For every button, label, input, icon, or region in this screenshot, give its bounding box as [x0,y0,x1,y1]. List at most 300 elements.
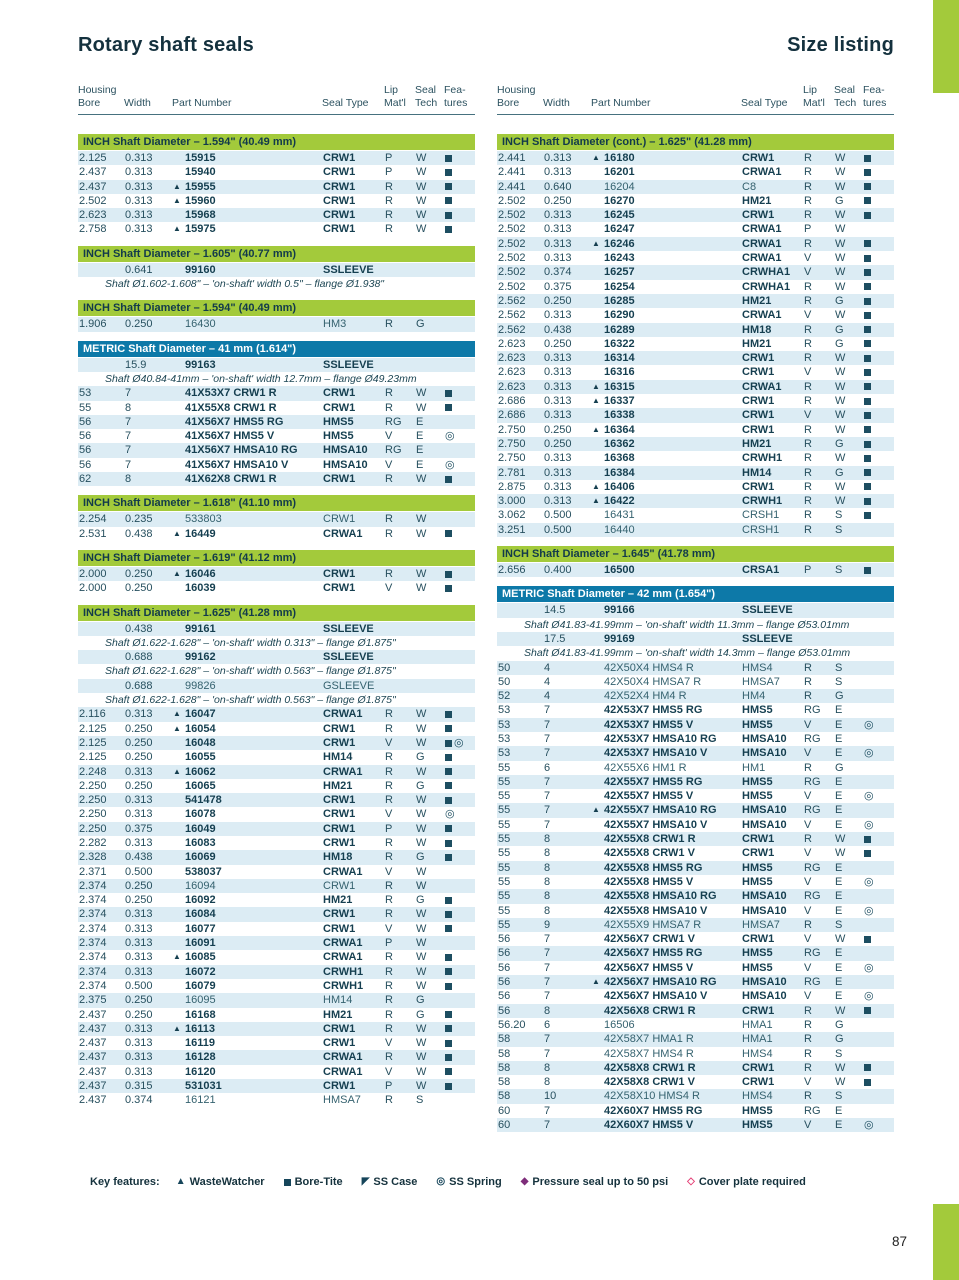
lip-cell: V [804,747,812,760]
bore-cell: 56 [498,961,511,974]
tech-cell: G [835,194,844,207]
lip-cell: P [385,166,393,179]
ss-spring-icon: ◎ [864,818,874,831]
bore-cell: 2.250 [79,808,107,821]
tech-cell: W [835,395,846,408]
features-cell [863,337,894,351]
bore-cell: 2.750 [498,423,526,436]
width-cell: 0.250 [544,437,572,450]
width-cell: 0.313 [544,209,572,222]
lip-cell: R [385,387,393,400]
bore-tite-icon [445,183,452,190]
width-cell: 0.250 [544,423,572,436]
lip-cell: R [385,836,393,849]
header-matl: Mat'l [803,97,825,109]
width-cell: 0.313 [125,1051,153,1064]
lip-cell: R [385,722,393,735]
bore-cell: 62 [79,473,92,486]
width-cell: 0.313 [544,409,572,422]
part-cell: ▲ 16337 [592,395,635,408]
width-cell: 0.313 [544,309,572,322]
lip-cell: RG [804,890,821,903]
tech-cell: W [835,1076,846,1089]
lip-cell: R [385,401,393,414]
part-cell: ▲ 16246 [592,237,635,250]
tech-cell: W [416,166,427,179]
width-cell: 4 [544,675,551,688]
width-cell: 10 [544,1090,557,1103]
tech-cell: W [835,166,846,179]
tech-cell [834,603,863,617]
bore-cell: 55 [498,761,511,774]
table-row [78,893,475,907]
lip-cell: R [385,194,393,207]
width-cell: 0.313 [125,209,153,222]
part-cell: 16290 [604,309,635,322]
tech-cell [415,358,444,372]
header-fea: Fea- [444,84,466,96]
seal-type-cell: CRW1 [323,1080,356,1093]
table-row [497,294,894,308]
width-cell: 15.9 [125,358,147,371]
seal-type-cell: CRW1 [323,387,356,400]
tech-cell: W [416,822,427,835]
seal-type-cell: HM21 [323,1008,353,1021]
catalog-page [78,34,894,1132]
bore-cell: 55 [79,401,92,414]
seal-type-cell: HM21 [742,194,772,207]
lip-cell: P [385,1080,393,1093]
table-row [78,222,475,236]
width-cell: 9 [544,918,551,931]
seal-type-cell: HM3 [323,318,347,331]
wastewatcher-icon: ▲ [592,481,600,491]
lip-cell: R [385,965,393,978]
bore-cell: 2.374 [79,894,107,907]
part-cell: 42X55X8 HMSA10 V [604,904,708,917]
features-cell [444,765,475,779]
part-cell: 16322 [604,337,635,350]
header-seal-type: Seal Type [322,97,369,109]
part-cell: 42X58X7 HMS4 R [604,1047,694,1060]
features-cell [863,563,894,577]
width-cell: 0.250 [125,567,153,580]
header-seal-type: Seal Type [741,97,788,109]
tech-cell: S [835,523,843,536]
bore-cell: 56 [79,444,92,457]
lip-cell: R [385,708,393,721]
tech-cell: E [835,947,843,960]
lip-cell: V [385,808,393,821]
features-cell [863,523,894,537]
table-row [497,437,894,451]
part-cell: ▲ 16054 [173,722,216,735]
seal-type-cell: CRWH1 [323,979,364,992]
width-cell: 7 [544,1104,551,1117]
table-row [497,832,894,846]
bore-cell: 53 [79,387,92,400]
features-cell [444,194,475,208]
bore-cell: 2.125 [79,736,107,749]
features-cell [444,807,475,821]
seal-type-cell: HMSA10 [742,747,787,760]
lip-cell: RG [385,415,402,428]
wastewatcher-icon: ▲ [592,153,600,162]
tech-cell: W [416,1022,427,1035]
features-cell [863,732,894,746]
tech-cell: E [416,444,424,457]
table-row [78,208,475,222]
bore-tite-icon [864,355,871,362]
part-cell: 42X55X7 HMS5 V [604,790,694,803]
tech-cell: E [835,718,843,731]
lip-cell: R [385,527,393,540]
bore-tite-icon [445,1040,452,1047]
features-cell [444,1065,475,1079]
seal-type-cell: HM21 [742,337,772,350]
lip-cell: V [804,790,812,803]
lip-cell: R [804,395,812,408]
width-cell: 0.500 [125,865,153,878]
bore-tite-icon [864,836,871,843]
lip-cell: R [804,690,812,703]
features-cell [444,879,475,893]
lip-cell: RG [804,861,821,874]
page-edge-accent-bottom [933,1204,959,1280]
part-cell: 42X56X8 CRW1 R [604,1004,696,1017]
tech-cell: W [416,836,427,849]
shaft-note: Shaft Ø41.83-41.99mm – 'on-shaft' width 14.3mm – flange Ø53.01mm [524,647,851,660]
table-row [78,415,475,429]
seal-type-cell: HMS5 [323,415,354,428]
seal-type-cell: HMS5 [742,861,773,874]
features-cell [863,323,894,337]
lip-cell: R [804,1090,812,1103]
features-cell [444,581,475,595]
width-cell: 7 [544,961,551,974]
features-cell [863,180,894,194]
tech-cell: W [416,708,427,721]
header-width: Width [543,97,570,109]
bore-tite-icon [864,269,871,276]
part-cell: ▲ 16406 [592,480,635,493]
bore-cell: 2.531 [79,527,107,540]
features-cell [863,1118,894,1132]
lip-cell: P [385,822,393,835]
width-cell: 0.640 [544,180,572,193]
features-cell [444,950,475,964]
shaft-note: Shaft Ø1.622-1.628" – 'on-shaft' width 0.563" – flange Ø1.875" [105,694,396,707]
part-cell: ▲ 42X56X7 HMSA10 RG [592,976,717,989]
table-row [78,850,475,864]
table-row [497,308,894,322]
lip-cell: R [804,423,812,436]
bore-cell: 2.441 [498,152,526,164]
features-cell [444,650,475,664]
bore-cell: 55 [498,904,511,917]
table-row [497,237,894,251]
wastewatcher-icon: ▲ [592,977,600,987]
table-row [78,707,475,721]
bore-cell: 2.248 [79,765,107,778]
bore-cell: 55 [498,818,511,831]
bore-tite-icon [864,383,871,390]
header-tech: Tech [834,97,857,109]
seal-type-cell: CRW1 [323,879,356,892]
part-cell: 99162 [185,651,216,664]
bore-cell: 2.750 [498,437,526,450]
tech-cell [415,622,444,636]
tech-cell: W [416,1080,427,1093]
part-cell: 42X55X9 HMSA7 R [604,918,702,931]
width-cell: 0.313 [544,366,572,379]
bore-cell: 55 [498,804,511,817]
table-row [497,351,894,365]
ss-spring-icon: ◎ [864,904,874,917]
width-cell: 7 [544,1033,551,1046]
ss-spring-icon: ◎ [864,1119,874,1131]
table-row [497,1061,894,1075]
lip-cell: V [804,409,812,422]
seal-type-cell: SSLEEVE [323,622,374,635]
bore-cell: 2.437 [79,1094,107,1107]
bore-cell: 2.441 [498,166,526,179]
seal-type-cell: HMSA10 [742,890,787,903]
features-cell [863,365,894,379]
bore-cell: 58 [498,1033,511,1046]
lip-cell: R [804,323,812,336]
lip-cell: RG [804,804,821,817]
lip-cell: RG [804,775,821,788]
width-cell: 7 [544,747,551,760]
bore-cell: 2.437 [79,1065,107,1078]
bore-tite-icon [445,754,452,761]
bore-cell: 56 [498,976,511,989]
part-cell: ▲ 42X55X7 HMSA10 RG [592,804,717,817]
part-cell: 16204 [604,180,635,193]
features-cell [863,208,894,222]
part-cell: 16121 [185,1094,216,1107]
part-cell: ▲ 15975 [173,223,216,236]
seal-type-cell: HMSA7 [742,675,780,688]
table-row [497,775,894,789]
bore-tite-icon [864,212,871,219]
seal-type-cell: CRW1 [742,1004,775,1017]
table-row [78,879,475,893]
bore-tite-icon [445,782,452,789]
lip-cell: R [804,237,812,250]
tech-cell: W [835,180,846,193]
seal-type-cell: CRW1 [323,223,356,236]
seal-type-cell: CRW1 [323,722,356,735]
seal-type-cell: CRW1 [323,166,356,179]
tech-cell: W [416,473,427,486]
features-cell [444,736,475,750]
lip-cell: R [385,751,393,764]
width-cell: 0.313 [125,223,153,236]
bore-tite-icon [445,1025,452,1032]
features-cell [444,165,475,179]
width-cell: 0.500 [544,523,572,536]
tech-cell: W [416,387,427,400]
seal-type-cell: CRW1 [742,152,775,164]
table-row [497,222,894,236]
tech-cell: S [835,661,843,674]
tech-cell: W [835,280,846,293]
width-cell: 8 [544,1076,551,1089]
tech-cell: W [416,979,427,992]
part-cell: ▲ 16449 [173,527,216,540]
features-cell [444,907,475,921]
width-cell: 7 [544,704,551,717]
right-table-body [497,134,894,1132]
table-row [78,512,475,526]
lip-cell [384,650,415,664]
table-row [497,789,894,803]
lip-cell: V [804,933,812,946]
table-row [78,993,475,1007]
seal-type-cell: HMSA10 [742,804,787,817]
wastewatcher-icon: ▲ [592,381,600,391]
width-cell: 0.250 [125,751,153,764]
lip-cell: RG [385,444,402,457]
features-cell [444,922,475,936]
bore-cell: 2.502 [498,209,526,222]
lip-cell: R [385,894,393,907]
part-cell: 16069 [185,851,216,864]
section-header: INCH Shaft Diameter – 1.594" (40.49 mm) [78,134,475,150]
header-part-number: Part Number [172,97,232,109]
tech-cell: E [416,415,424,428]
seal-type-cell: CRSA1 [742,564,780,577]
width-cell: 0.250 [544,294,572,307]
seal-type-cell: HMS5 [742,961,773,974]
width-cell: 0.313 [544,237,572,250]
seal-type-cell: CRW1 [323,194,356,207]
features-cell [863,380,894,394]
lip-cell: R [804,180,812,193]
features-cell [863,423,894,437]
bore-cell: 55 [498,890,511,903]
ss-spring-icon: ◎ [454,736,464,749]
tech-cell: W [416,722,427,735]
bore-cell [78,358,124,372]
section-header: INCH Shaft Diameter – 1.645" (41.78 mm) [497,546,894,562]
width-cell: 0.500 [125,979,153,992]
bore-cell: 2.502 [79,194,107,207]
lip-cell: V [804,990,812,1003]
wastewatcher-icon: ▲ [173,1023,181,1033]
features-cell [863,237,894,251]
lip-cell: R [385,1094,393,1107]
features-cell [863,394,894,408]
seal-type-cell: HMS5 [742,1119,773,1131]
features-cell [863,265,894,279]
bore-tite-icon [864,183,871,190]
bore-cell: 2.374 [79,879,107,892]
seal-type-cell: HMSA7 [742,918,780,931]
part-cell: 16314 [604,352,635,365]
width-cell: 0.313 [125,1022,153,1035]
lip-cell: V [385,922,393,935]
tech-cell: W [835,252,846,265]
features-cell [863,932,894,946]
shaft-note: Shaft Ø1.622-1.628" – 'on-shaft' width 0.313" – flange Ø1.875" [105,636,396,649]
part-cell: 16120 [185,1065,216,1078]
width-cell: 0.313 [125,708,153,721]
table-row [78,965,475,979]
legend-item-label: Pressure seal up to 50 psi [532,1176,669,1188]
lip-cell: RG [804,704,821,717]
part-cell: 42X50X4 HMSA7 R [604,675,702,688]
seal-type-cell: SSLEEVE [323,358,374,371]
features-cell [863,1104,894,1118]
tech-cell: W [835,933,846,946]
bore-tite-icon [864,197,871,204]
table-row [497,563,894,577]
bore-tite-icon [445,825,452,832]
part-cell: 42X60X7 HMS5 RG [604,1104,703,1117]
bore-cell: 55 [498,861,511,874]
width-cell: 17.5 [544,632,566,645]
bore-cell: 2.502 [498,266,526,279]
legend-item-list [176,1176,806,1188]
bore-tite-icon [445,155,452,162]
seal-type-cell: CRW1 [323,513,356,526]
seal-type-cell: HM21 [742,437,772,450]
bore-cell: 2.623 [498,380,526,393]
tech-cell: W [835,495,846,508]
bore-cell [78,622,124,636]
bore-tite-icon [864,169,871,176]
table-row [78,836,475,850]
width-cell: 0.313 [125,1065,153,1078]
lip-cell: R [804,675,812,688]
features-cell [444,567,475,581]
tech-cell: W [416,1051,427,1064]
bore-cell: 2.781 [498,466,526,479]
bore-cell: 2.116 [79,708,106,721]
seal-type-cell: HMSA7 [323,1094,361,1107]
seal-type-cell: HMS5 [742,704,773,717]
lip-cell: R [385,765,393,778]
wastewatcher-icon: ▲ [173,568,181,578]
seal-type-cell: CRW1 [742,366,775,379]
bore-tite-icon [445,711,452,718]
seal-type-cell: HMA1 [742,1033,773,1046]
width-cell: 0.313 [125,951,153,964]
tech-cell: G [835,690,844,703]
tech-cell [415,679,444,693]
section-header: INCH Shaft Diameter – 1.605" (40.77 mm) [78,246,475,262]
features-cell [444,429,475,443]
lip-cell: R [385,951,393,964]
features-cell [863,294,894,308]
bore-cell: 2.254 [79,513,107,526]
part-cell: 16440 [604,523,635,536]
part-cell: 42X56X7 HMS5 RG [604,947,703,960]
width-cell: 7 [544,976,551,989]
tech-cell: W [835,1004,846,1017]
bore-cell: 58 [498,1090,511,1103]
tech-cell: S [835,564,843,577]
seal-type-cell: HM21 [742,294,772,307]
part-cell: 41X56X7 HMSA10 V [185,458,289,471]
table-row [78,622,475,636]
bore-cell: 2.374 [79,922,107,935]
seal-type-cell: HMA1 [742,1018,773,1031]
part-cell: 99826 [185,679,216,692]
